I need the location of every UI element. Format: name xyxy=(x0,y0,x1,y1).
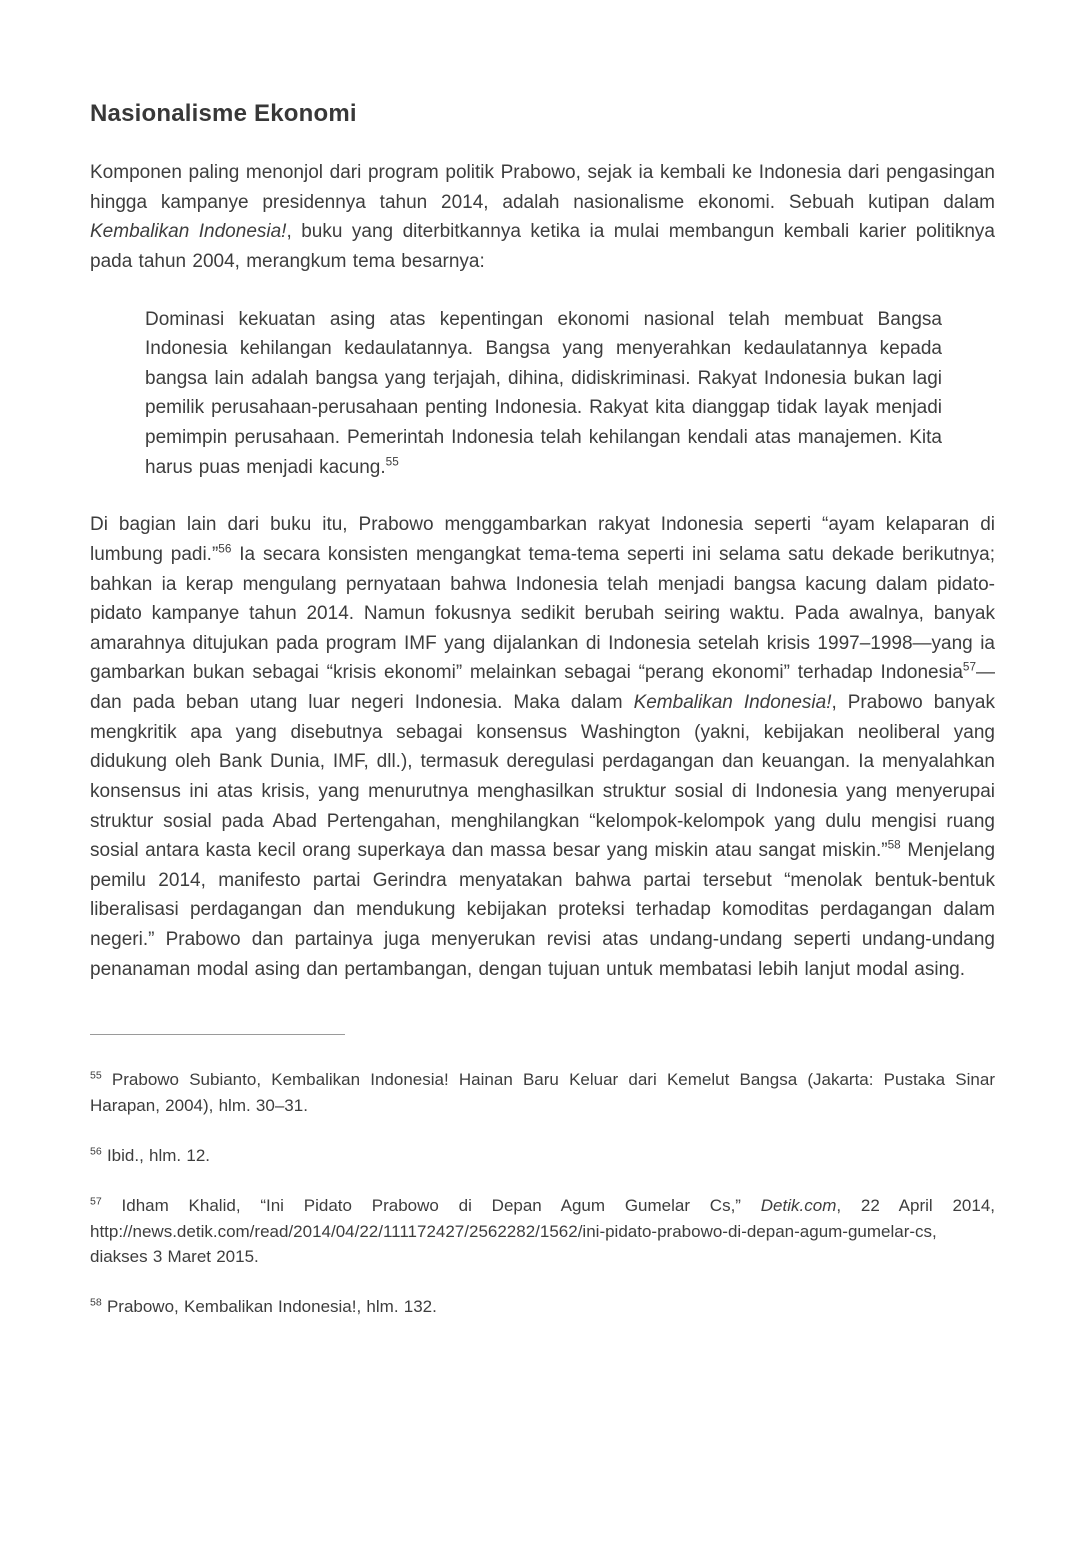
body-paragraph xyxy=(90,510,995,984)
footnotes-list xyxy=(90,1067,995,1320)
text-run: Prabowo Subianto, Kembalikan Indonesia! Hainan Baru Keluar dari Kemelut Bangsa (Jakarta: Pustaka Sinar Harapan, 2004), hlm. 30–31. xyxy=(90,1070,995,1116)
footnote-57 xyxy=(90,1193,995,1270)
text-run: —dan pada beban utang luar negeri Indonesia. Maka dalam xyxy=(90,662,995,713)
text-run: Komponen paling menonjol dari program politik Prabowo, sejak ia kembali ke Indonesia dari pengasingan hingga kampanye presidennya tahun 2014, adalah nasionalisme ekonomi. Sebuah kutipan dalam xyxy=(90,162,995,213)
footnote-reference: 55 xyxy=(385,455,399,469)
text-run: , Prabowo banyak mengkritik apa yang disebutnya sebagai konsensus Washington (yakni, kebijakan neoliberal yang didukung oleh Bank Dunia, IMF, dll.), termasuk deregulasi perdagangan dan keuangan. Ia menyalahkan konsensus ini atas krisis, yang menurutnya menghasilkan struktur sosial di Indonesia yang menyerupai struktur sosial pada Abad Pertengahan, menghilangkan “kelompok-kelompok yang dulu mengisi ruang sosial antara kasta kecil orang superkaya dan massa besar yang miskin atau sangat miskin.” xyxy=(90,692,995,862)
text-run: Kembalikan Indonesia! xyxy=(633,692,832,713)
text-run: Prabowo, Kembalikan Indonesia!, hlm. 132. xyxy=(101,1297,437,1317)
footnote-reference: 57 xyxy=(962,661,976,675)
footnote-55 xyxy=(90,1067,995,1119)
text-run: Idham Khalid, “Ini Pidato Prabowo di Depan Agum Gumelar Cs,” xyxy=(101,1195,761,1215)
text-run: Menjelang pemilu 2014, manifesto partai Gerindra menyatakan bahwa partai tersebut “menolak bentuk-bentuk liberalisasi perdagangan dan mendukung kebijakan proteksi terhadap komoditas perdagangan dalam negeri.” Prabowo dan partainya juga menyerukan revisi atas undang-undang seperti undang-undang penanaman modal asing dan pertambangan, dengan tujuan untuk membatasi lebih lanjut modal asing. xyxy=(90,840,996,980)
footnote-reference: 56 xyxy=(218,542,232,556)
footnote-divider xyxy=(90,1034,345,1035)
text-run: , 22 April 2014, http://news.detik.com/read/2014/04/22/111172427/2562282/1562/ini-pidato-prabowo-di-depan-agum-gumelar-cs, diakses 3 Maret 2015. xyxy=(90,1195,995,1267)
footnote-reference: 57 xyxy=(90,1195,102,1208)
footnote-reference: 56 xyxy=(90,1145,102,1158)
block-quote xyxy=(145,305,942,483)
text-run: Kembalikan Indonesia! xyxy=(90,221,287,243)
footnote-reference: 58 xyxy=(90,1296,102,1309)
text-run: Di bagian lain dari buku itu, Prabowo menggambarkan rakyat Indonesia seperti “ayam kelaparan di lumbung padi.” xyxy=(90,514,995,565)
text-run: Ibid., hlm. 12. xyxy=(101,1145,210,1165)
text-run: Detik.com xyxy=(760,1195,837,1215)
footnote-reference: 55 xyxy=(90,1069,102,1082)
footnote-reference: 58 xyxy=(887,838,901,852)
text-run: , buku yang diterbitkannya ketika ia mulai membangun kembali karier politiknya pada tahun 2004, merangkum tema besarnya: xyxy=(90,221,995,272)
footnote-58 xyxy=(90,1294,995,1320)
intro-paragraph xyxy=(90,158,995,277)
footnote-56 xyxy=(90,1143,995,1169)
section-heading: Nasionalisme Ekonomi xyxy=(90,100,357,127)
footnotes-section xyxy=(90,1034,995,1320)
text-run: Ia secara konsisten mengangkat tema-tema seperti ini selama satu dekade berikutnya; bahkan ia kerap mengulang pernyataan bahwa Indonesia telah menjadi bangsa kacung dalam pidato-pidato kampanye tahun 2014. Namun fokusnya sedikit berubah seiring waktu. Pada awalnya, banyak amarahnya ditujukan pada program IMF yang dijalankan di Indonesia setelah krisis 1997–1998—yang ia gambarkan bukan sebagai “krisis ekonomi” melainkan sebagai “perang ekonomi” terhadap Indonesia xyxy=(90,543,995,684)
text-run: Dominasi kekuatan asing atas kepentingan ekonomi nasional telah membuat Bangsa Indonesia kehilangan kedaulatannya. Bangsa yang menyerahkan kedaulatannya kepada bangsa lain adalah bangsa yang terjajah, dihina, didiskriminasi. Rakyat Indonesia bukan lagi pemilik perusahaan-perusahaan penting Indonesia. Rakyat kita dianggap tidak layak menjadi pemimpin perusahaan. Pemerintah Indonesia telah kehilangan kendali atas manajemen. Kita harus puas menjadi kacung. xyxy=(145,308,942,478)
